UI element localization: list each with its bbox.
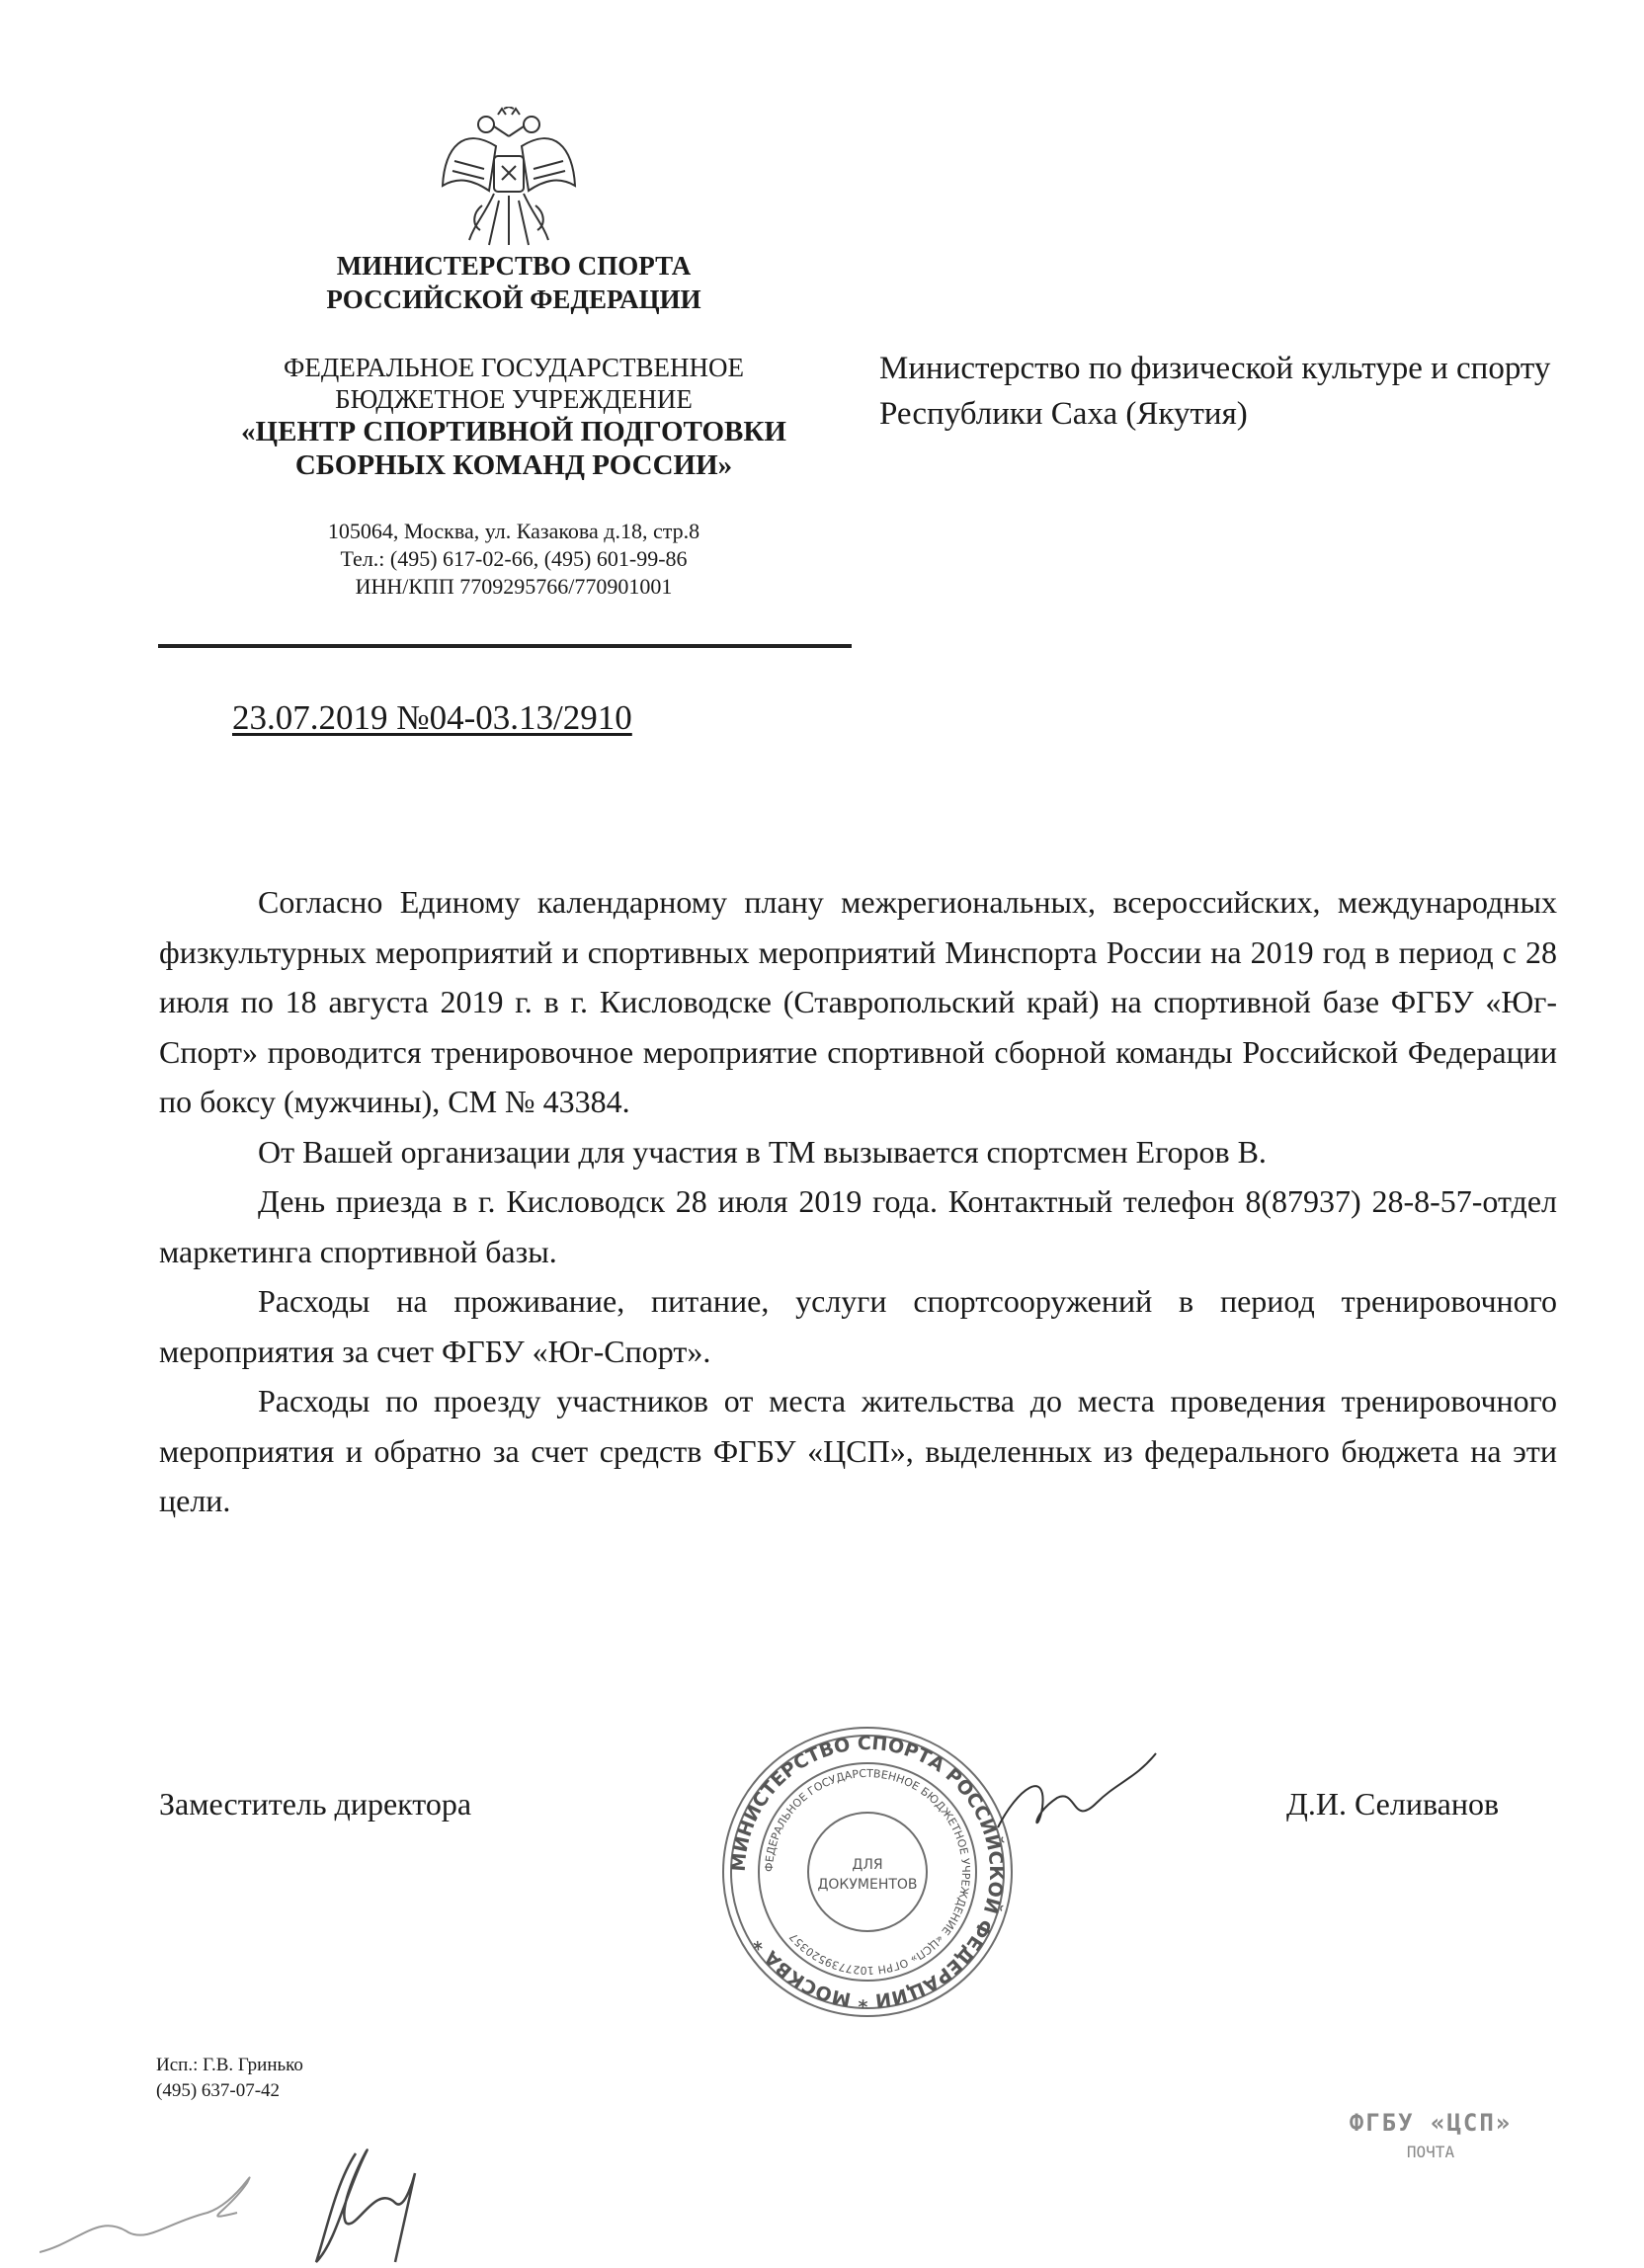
organization-name	[148, 352, 879, 482]
paragraph: Расходы по проезду участников от места жительства до места проведения тренировочного мероприятия и обратно за счет средств ФГБУ «ЦСП», выделенных из федерального бюджета на эти цели.	[159, 1383, 1557, 1518]
org-type-line: ФЕДЕРАЛЬНОЕ ГОСУДАРСТВЕННОЕ	[284, 353, 744, 382]
address: 105064, Москва, ул. Казакова д.18, стр.8	[327, 519, 700, 543]
paragraph: От Вашей организации для участия в ТМ вызывается спортсмен Егоров В.	[258, 1133, 1267, 1170]
executor-phone: (495) 637-07-42	[156, 2080, 281, 2101]
inn-kpp: ИНН/КПП 7709295766/770901001	[355, 574, 673, 599]
official-seal-stamp	[719, 1724, 1016, 2020]
svg-text:МИНИСТЕРСТВО СПОРТА РОССИЙСКОЙ: МИНИСТЕРСТВО СПОРТА РОССИЙСКОЙ ФЕДЕРАЦИИ * МОСКВА *	[727, 1732, 1008, 2012]
svg-text:ДОКУМЕНТОВ: ДОКУМЕНТОВ	[817, 1877, 918, 1893]
contact-block	[148, 518, 879, 601]
svg-text:ДЛЯ: ДЛЯ	[852, 1857, 883, 1873]
ministry-name	[148, 249, 879, 316]
org-type-line: БЮДЖЕТНОЕ УЧРЕЖДЕНИЕ	[335, 384, 693, 414]
signer-name: Д.И. Селиванов	[1286, 1786, 1500, 1822]
svg-text:ФЕДЕРАЛЬНОЕ ГОСУДАРСТВЕННОЕ БЮ: ФЕДЕРАЛЬНОЕ ГОСУДАРСТВЕННОЕ БЮДЖЕТНОЕ УЧРЕЖДЕНИЕ «ЦСП» ОГРН 1027739520357	[762, 1766, 973, 1978]
handwritten-signatures	[40, 2124, 514, 2268]
org-name-line: «ЦЕНТР СПОРТИВНОЙ ПОДГОТОВКИ	[241, 416, 786, 447]
mail-stamp-label: ПОЧТА	[1406, 2143, 1455, 2161]
mail-stamp	[1332, 2109, 1529, 2161]
paragraph: Согласно Единому календарному плану межрегиональных, всероссийских, международных физкультурных мероприятий и спортивных мероприятий Минспорта России на 2019 год в период с 28 июля по 18 августа 2019 г. в г. Кисловодске (Ставропольский край) на спортивной базе ФГБУ «Юг-Спорт» проводится тренировочное мероприятие спортивной сборной команды Российской Федерации по боксу (мужчины), СМ № 43384.	[159, 884, 1557, 1119]
executor-info	[156, 2053, 303, 2104]
executor-name: Исп.: Г.В. Гринько	[156, 2055, 303, 2075]
mail-stamp-org: ФГБУ «ЦСП»	[1349, 2109, 1513, 2137]
sender-letterhead	[148, 249, 879, 601]
letter-body	[159, 877, 1557, 1526]
recipient: Министерство по физической культуре и спорту Республики Саха (Якутия)	[879, 351, 1551, 432]
document-number: 23.07.2019 №04-03.13/2910	[232, 698, 632, 737]
signer-position: Заместитель директора	[159, 1786, 472, 1822]
ministry-line: РОССИЙСКОЙ ФЕДЕРАЦИИ	[326, 284, 701, 314]
paragraph: Расходы на проживание, питание, услуги спортсооружений в период тренировочного мероприятия за счет ФГБУ «Юг-Спорт».	[159, 1283, 1557, 1369]
header-divider	[158, 644, 852, 648]
ministry-line: МИНИСТЕРСТВО СПОРТА	[336, 251, 692, 281]
director-signature	[988, 1748, 1166, 1857]
coat-of-arms-emblem	[435, 107, 583, 253]
phone: Тел.: (495) 617-02-66, (495) 601-99-86	[340, 546, 688, 571]
org-name-line: СБОРНЫХ КОМАНД РОССИИ»	[294, 449, 733, 481]
paragraph: День приезда в г. Кисловодск 28 июля 2019 года. Контактный телефон 8(87937) 28-8-57-отдел маркетинга спортивной базы.	[159, 1183, 1557, 1269]
